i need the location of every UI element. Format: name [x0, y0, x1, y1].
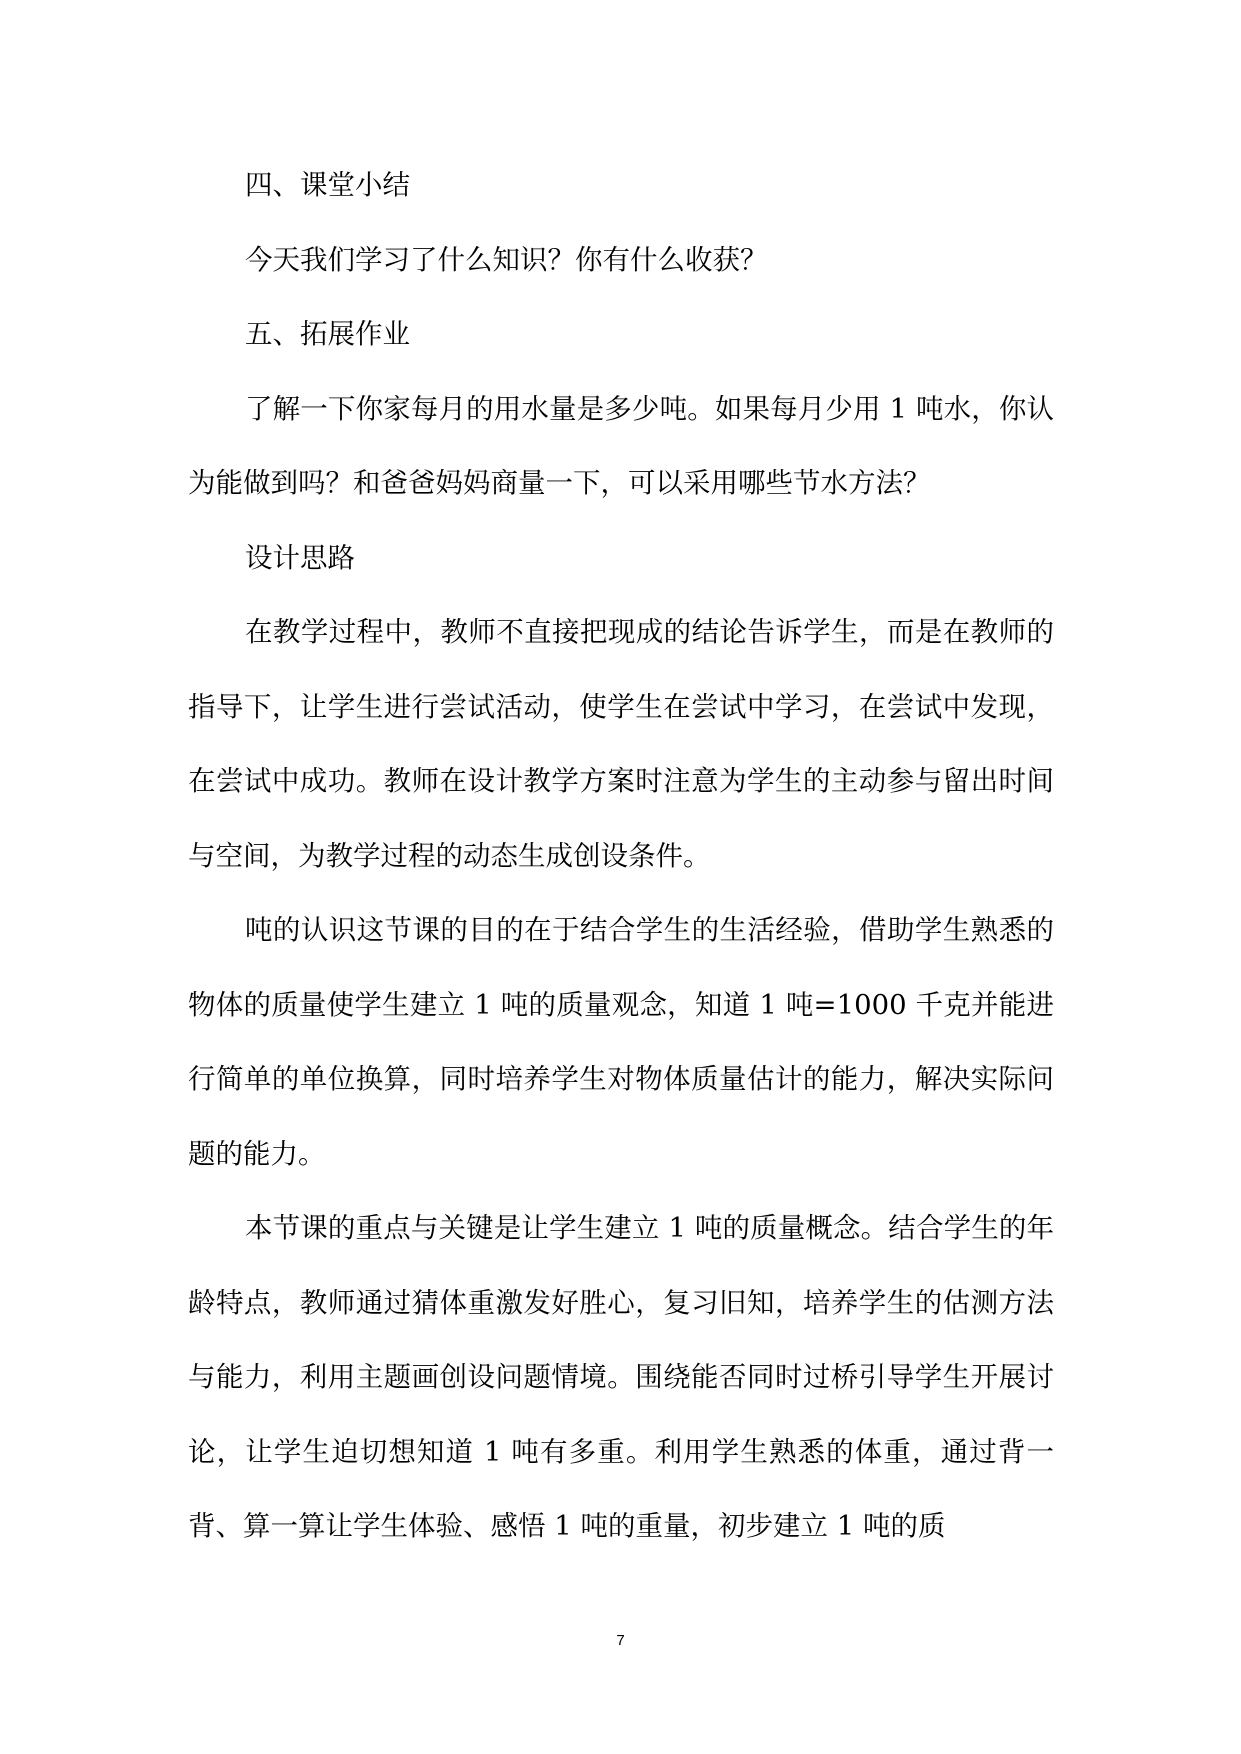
heading-class-summary: 四、课堂小结 — [245, 169, 410, 201]
page-body — [188, 148, 1054, 1564]
paragraph-lesson-goal: 吨的认识这节课的目的在于结合学生的生活经验，借助学生熟悉的物体的质量使学生建立 1 吨的质量观念，知道 1 吨=1000 千克并能进行简单的单位换算，同时培养学生对物体质量估计的能力，解决实际问题的能力。 — [188, 914, 1054, 1170]
heading-extended-homework: 五、拓展作业 — [245, 318, 410, 350]
paragraph-summary-question: 今天我们学习了什么知识？你有什么收获？ — [245, 243, 768, 276]
heading-design-ideas: 设计思路 — [245, 541, 355, 574]
page-number: 7 — [616, 1632, 625, 1649]
paragraph-key-points: 本节课的重点与关键是让学生建立 1 吨的质量概念。结合学生的年龄特点，教师通过猜体重激发好胜心，复习旧知，培养学生的估测方法与能力，利用主题画创设问题情境。围绕能否同时过桥引导学生开展讨论，让学生迫切想知道 1 吨有多重。利用学生熟悉的体重，通过背一背、算一算让学生体验、感悟 1 吨的重量，初步建立 1 吨的质 — [188, 1212, 1054, 1542]
paragraph-teaching-process: 在教学过程中，教师不直接把现成的结论告诉学生，而是在教师的指导下，让学生进行尝试活动，使学生在尝试中学习，在尝试中发现，在尝试中成功。教师在设计教学方案时注意为学生的主动参与留出时间与空间，为教学过程的动态生成创设条件。 — [188, 616, 1054, 872]
paragraph-homework: 了解一下你家每月的用水量是多少吨。如果每月少用 1 吨水，你认为能做到吗？和爸爸妈妈商量一下，可以采用哪些节水方法？ — [188, 392, 1054, 499]
